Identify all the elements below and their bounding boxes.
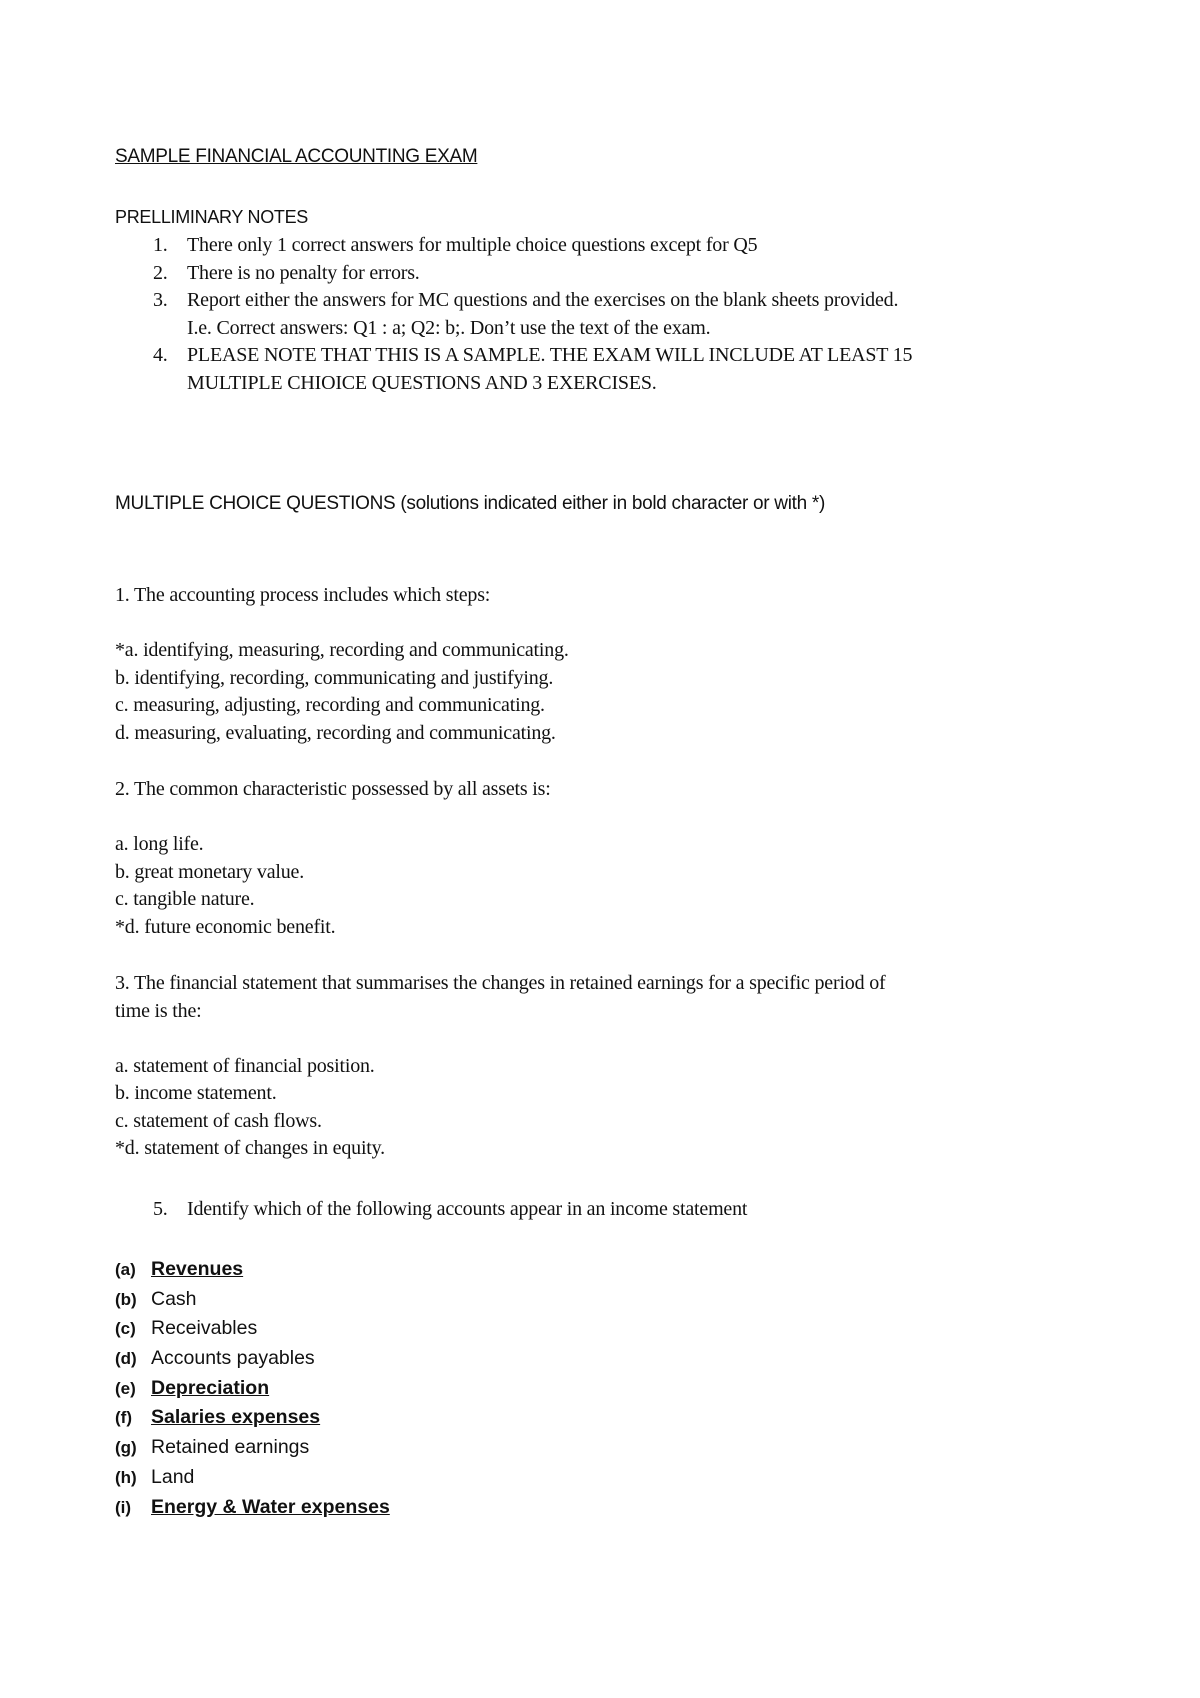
account-item [115,1463,390,1493]
answer-option: b. great monetary value. [115,860,305,883]
account-letter: (e) [115,1378,136,1398]
account-name: Retained earnings [151,1436,310,1459]
answer-option: *d. statement of changes in equity. [115,1137,385,1159]
question-5 [153,1196,747,1224]
answer-option: *d. future economic benefit. [115,915,336,938]
answer-option: *a. identifying, measuring, recording and communicating. [115,639,569,661]
account-name: Accounts payables [151,1347,315,1370]
question-stem: 3. The financial statement that summarises the changes in retained earnings for a specific period of [115,972,886,994]
notes-list [153,232,1113,397]
answer-option: c. measuring, adjusting, recording and communicating. [115,694,545,716]
note-number: 4. [153,344,168,366]
account-letter: (i) [115,1497,132,1517]
account-letter: (h) [115,1467,137,1487]
account-name: Cash [151,1287,197,1310]
note-number: 2. [153,261,168,284]
answer-option: b. income statement. [115,1082,277,1104]
note-text-continued: MULTIPLE CHIOICE QUESTIONS AND 3 EXERCISES. [187,371,657,394]
account-item [115,1403,390,1433]
note-text: There only 1 correct answers for multiple choice questions except for Q5 [187,234,758,256]
note-item [153,287,1113,342]
account-name: Energy & Water expenses [151,1495,390,1518]
question-stem-continued: time is the: [115,999,202,1022]
answer-option: c. statement of cash flows. [115,1109,322,1132]
note-text: Report either the answers for MC questions and the exercises on the blank sheets provided. [187,289,899,311]
account-name: Salaries expenses [151,1406,321,1429]
note-number: 1. [153,234,168,256]
answer-option: d. measuring, evaluating, recording and communicating. [115,721,556,744]
question-stem: 1. The accounting process includes which steps: [115,584,491,606]
note-item [153,232,1113,260]
note-text: There is no penalty for errors. [187,261,420,284]
answer-option: a. statement of financial position. [115,1054,375,1077]
question-stem: 2. The common characteristic possessed by all assets is: [115,778,551,800]
account-name: Land [151,1465,195,1488]
note-text: PLEASE NOTE THAT THIS IS A SAMPLE. THE EXAM WILL INCLUDE AT LEAST 15 [187,344,913,366]
notes-heading: PRELLIMINARY NOTES [115,207,308,227]
answer-option: a. long life. [115,833,204,855]
account-letter: (d) [115,1349,137,1369]
note-number: 3. [153,289,168,311]
account-name: Revenues [151,1258,244,1280]
account-letter: (b) [115,1289,137,1309]
mc-heading: MULTIPLE CHOICE QUESTIONS (solutions indicated either in bold character or with *) [115,493,825,514]
question-stem: Identify which of the following accounts appear in an income statement [187,1198,748,1220]
account-letter: (a) [115,1260,136,1279]
account-item [115,1255,390,1285]
question-1 [115,582,1115,747]
account-item [115,1314,390,1344]
account-item [115,1374,390,1404]
question-number: 5. [153,1198,168,1220]
account-item [115,1433,390,1463]
note-text-continued: I.e. Correct answers: Q1 : a; Q2: b;. Don’t use the text of the exam. [187,316,711,339]
account-list [115,1255,390,1522]
account-item [115,1493,390,1523]
question-2 [115,776,1115,941]
account-letter: (g) [115,1438,137,1458]
account-item [115,1344,390,1374]
document-title: SAMPLE FINANCIAL ACCOUNTING EXAM [115,146,478,167]
note-item [153,260,1113,288]
account-name: Depreciation [151,1376,270,1399]
account-item [115,1285,390,1315]
answer-option: c. tangible nature. [115,888,255,910]
note-item [153,342,1113,397]
account-letter: (f) [115,1408,132,1428]
account-name: Receivables [151,1317,258,1340]
account-letter: (c) [115,1319,136,1339]
answer-option: b. identifying, recording, communicating and justifying. [115,666,554,689]
question-3 [115,970,1115,1163]
